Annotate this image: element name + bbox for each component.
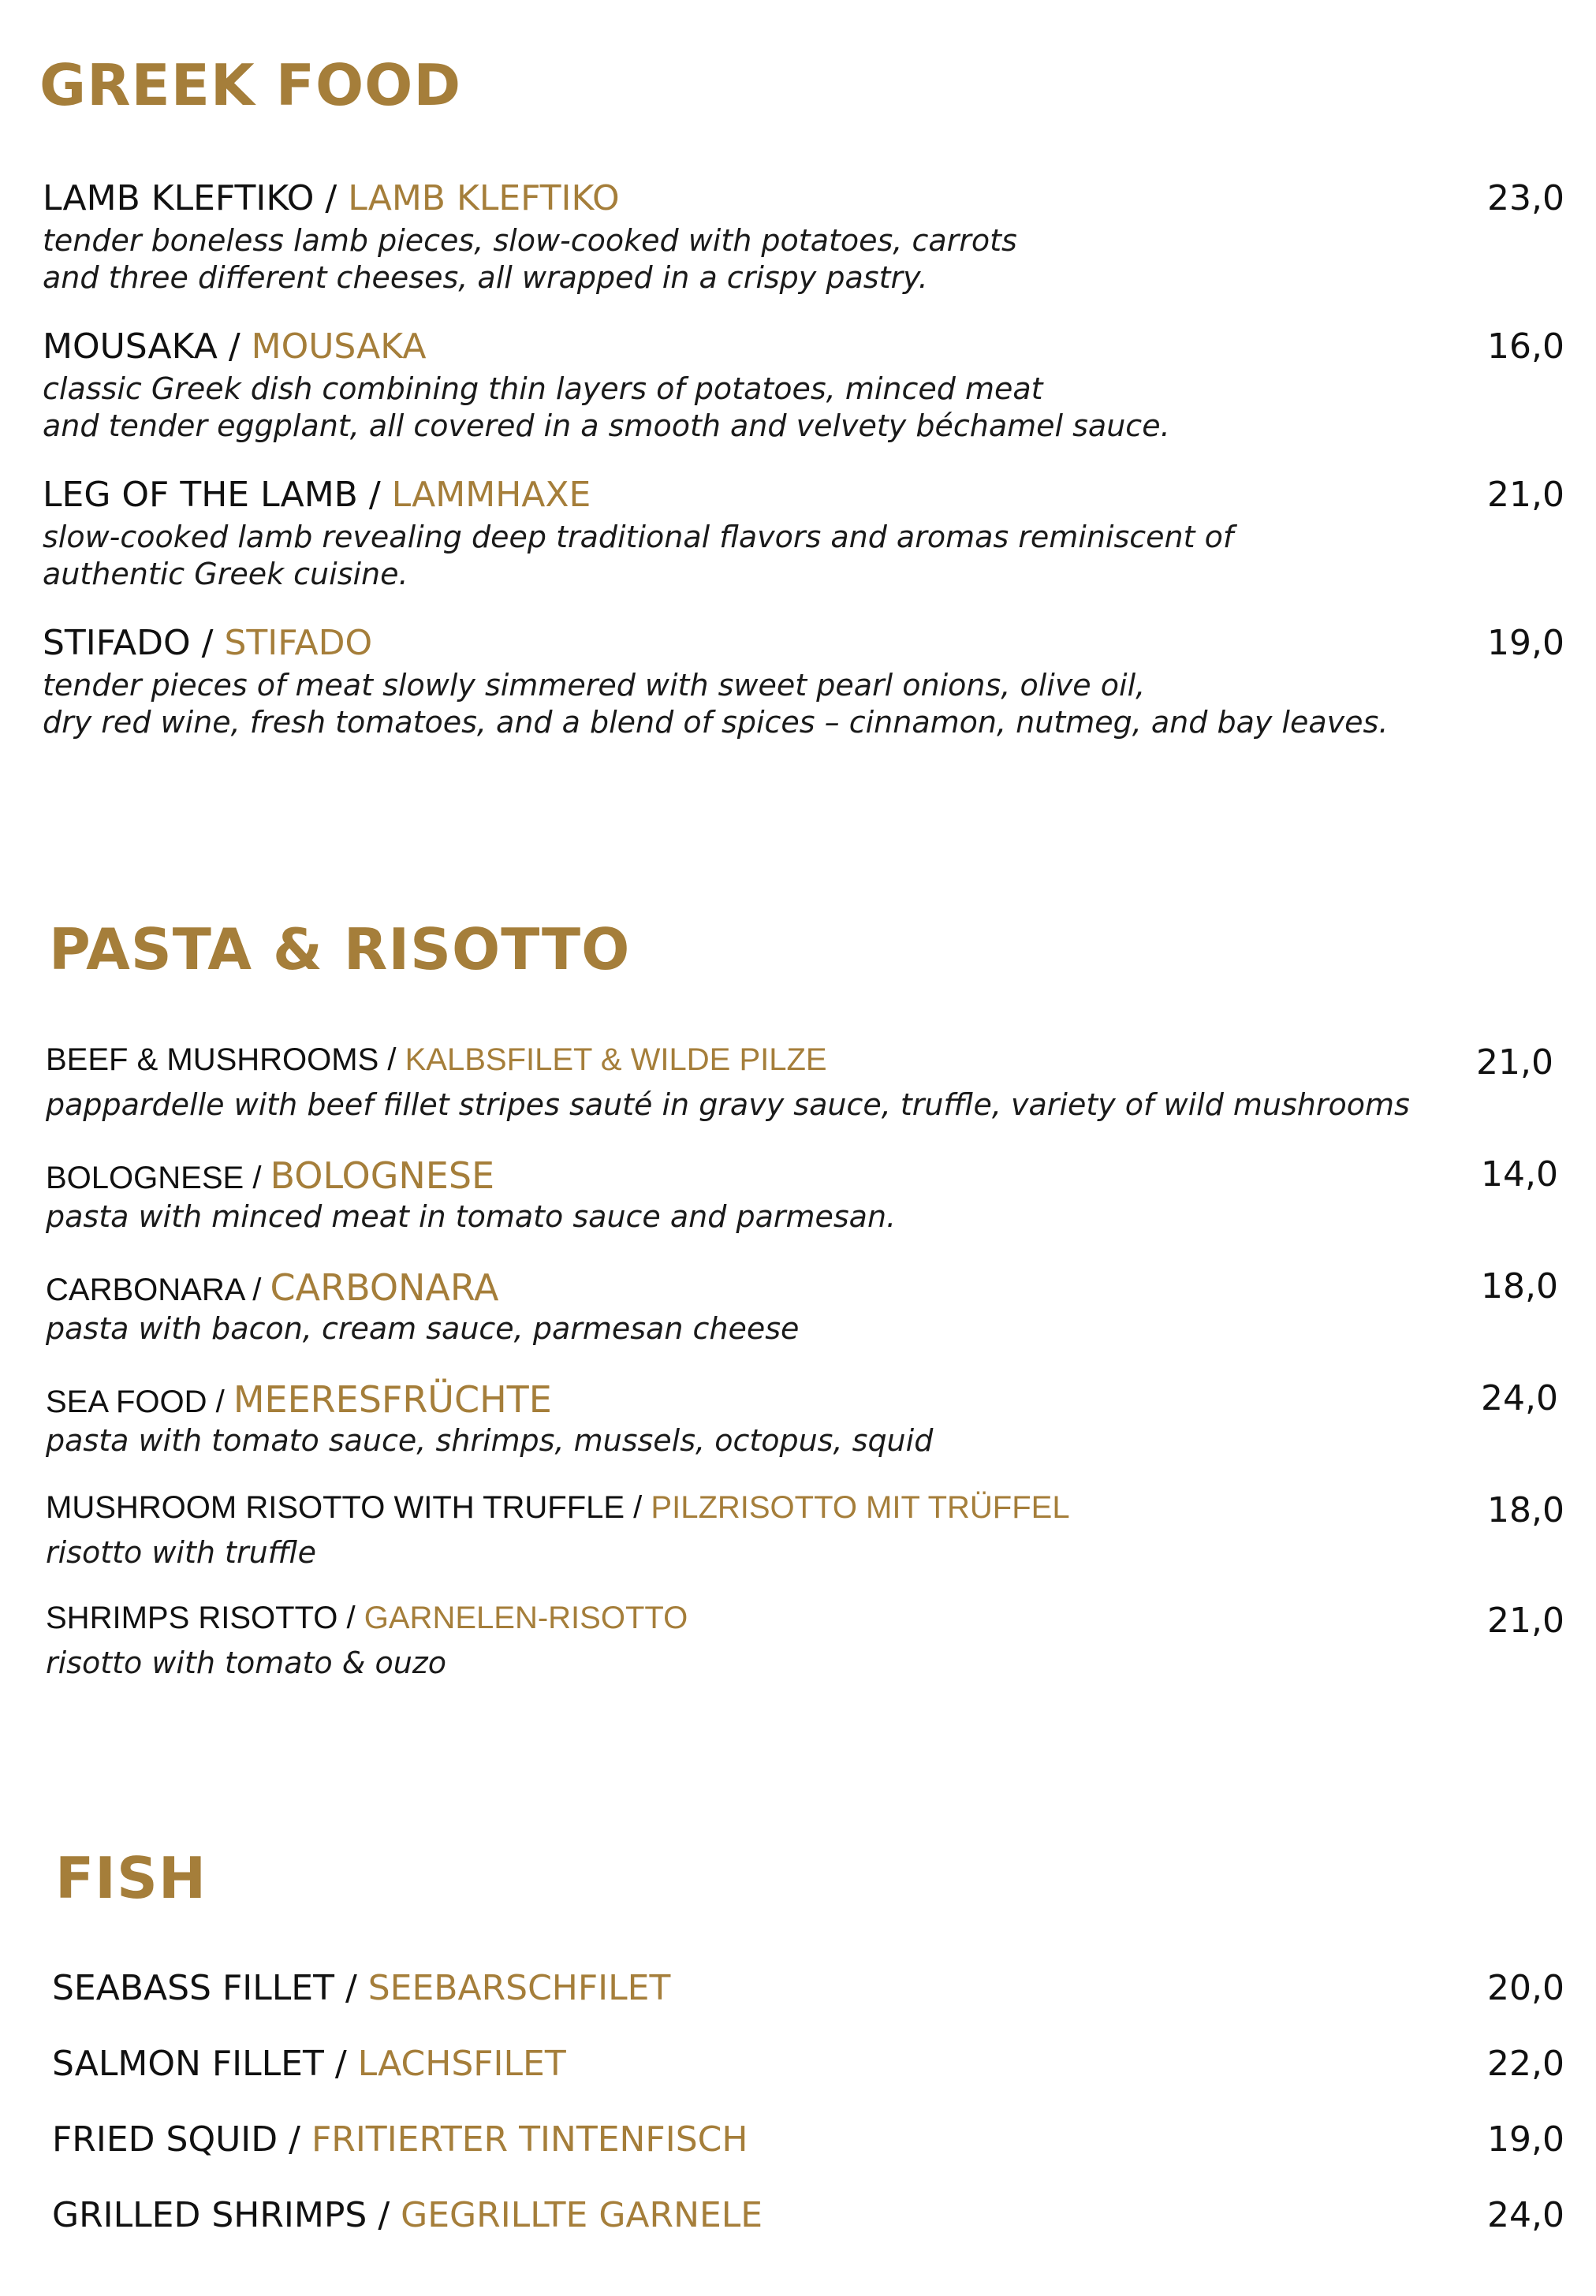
item-description-line: tender boneless lamb pieces, slow-cooked with potatoes, carrots: [43, 223, 1017, 258]
section-title-greek-food: GREEK FOOD: [39, 52, 462, 118]
menu-item-stifado: [43, 623, 1564, 741]
item-name-de: PILZRISOTTO MIT TRÜFFEL: [651, 1490, 1070, 1525]
item-name-en: SHRIMPS RISOTTO: [46, 1601, 338, 1635]
menu-item-bolognese: [46, 1154, 1558, 1236]
item-name-en: GRILLED SHRIMPS: [52, 2195, 367, 2235]
item-description-line: and tender eggplant, all covered in a smooth and velvety béchamel sauce.: [43, 408, 1170, 443]
item-name-en: LEG OF THE LAMB: [43, 475, 358, 515]
item-price: 21,0: [1487, 475, 1564, 515]
menu-item-mousaka: [43, 326, 1564, 445]
item-description-line: risotto with tomato & ouzo: [46, 1646, 446, 1680]
item-name-de: GEGRILLTE GARNELE: [401, 2195, 763, 2235]
item-name-de: CARBONARA: [270, 1266, 499, 1309]
item-description-line: risotto with truffle: [46, 1535, 317, 1570]
item-description-line: authentic Greek cuisine.: [43, 557, 408, 591]
item-price: 16,0: [1487, 326, 1564, 367]
item-name-en: SALMON FILLET: [52, 2044, 324, 2084]
item-name-de: LACHSFILET: [357, 2044, 566, 2084]
item-description-line: pasta with bacon, cream sauce, parmesan cheese: [46, 1311, 800, 1346]
item-price: 24,0: [1487, 2195, 1564, 2235]
name-separator: /: [190, 623, 225, 663]
item-name-en: LAMB KLEFTIKO: [43, 178, 315, 218]
item-name-en: SEA FOOD: [46, 1385, 207, 1419]
menu-item-beef-mushrooms: [46, 1042, 1553, 1124]
item-name-de: GARNELEN-RISOTTO: [364, 1601, 688, 1635]
name-separator: /: [625, 1490, 651, 1525]
item-price: 24,0: [1481, 1378, 1558, 1418]
item-description-line: slow-cooked lamb revealing deep traditional flavors and aromas reminiscent of: [43, 520, 1234, 554]
menu-item-carbonara: [46, 1266, 1558, 1347]
menu-item-fried-squid: [52, 2119, 1564, 2164]
item-price: 14,0: [1481, 1154, 1558, 1195]
name-separator: /: [337, 1601, 364, 1635]
name-separator: /: [357, 475, 392, 515]
name-separator: /: [378, 1042, 405, 1077]
item-price: 22,0: [1487, 2044, 1564, 2084]
item-name-en: SEABASS FILLET: [52, 1968, 334, 2008]
item-price: 21,0: [1476, 1042, 1553, 1083]
menu-item-shrimps-risotto: [46, 1601, 1564, 1682]
item-price: 21,0: [1487, 1601, 1564, 1641]
item-name-de: LAMMHAXE: [391, 475, 591, 515]
item-description-line: pasta with tomato sauce, shrimps, mussels, octopus, squid: [46, 1423, 934, 1458]
item-name-de: STIFADO: [224, 623, 373, 663]
item-name-de: MEERESFRÜCHTE: [233, 1378, 552, 1421]
name-separator: /: [314, 178, 349, 218]
item-price: 19,0: [1487, 623, 1564, 663]
item-name-en: FRIED SQUID: [52, 2119, 278, 2160]
item-name-de: BOLOGNESE: [270, 1154, 495, 1197]
item-name-de: FRITIERTER TINTENFISCH: [311, 2119, 748, 2160]
name-separator: /: [217, 326, 252, 367]
item-name-en: MUSHROOM RISOTTO WITH TRUFFLE: [46, 1490, 625, 1525]
item-price: 19,0: [1487, 2119, 1564, 2160]
name-separator: /: [367, 2195, 401, 2235]
item-description-line: tender pieces of meat slowly simmered with sweet pearl onions, olive oil,: [43, 668, 1146, 703]
name-separator: /: [207, 1385, 233, 1419]
item-price: 18,0: [1481, 1266, 1558, 1306]
menu-item-mushroom-risotto: [46, 1490, 1564, 1571]
item-name-en: BEEF & MUSHROOMS: [46, 1042, 379, 1077]
name-separator: /: [244, 1161, 270, 1195]
item-name-de: LAMB KLEFTIKO: [348, 178, 620, 218]
item-description-line: dry red wine, fresh tomatoes, and a blend of spices – cinnamon, nutmeg, and bay leaves.: [43, 705, 1389, 740]
item-name-en: CARBONARA: [46, 1273, 244, 1307]
item-price: 18,0: [1487, 1490, 1564, 1530]
item-description-line: and three different cheeses, all wrapped in a crispy pastry.: [43, 260, 928, 295]
item-description-line: classic Greek dish combining thin layers of potatoes, minced meat: [43, 371, 1043, 406]
item-price: 23,0: [1487, 178, 1564, 218]
name-separator: /: [334, 1968, 368, 2008]
name-separator: /: [278, 2119, 311, 2160]
name-separator: /: [244, 1273, 270, 1307]
item-name-de: MOUSAKA: [251, 326, 427, 367]
menu-item-salmon-fillet: [52, 2044, 1564, 2088]
section-title-fish: FISH: [55, 1845, 207, 1911]
item-name-de: SEEBARSCHFILET: [367, 1968, 671, 2008]
item-name-en: STIFADO: [43, 623, 191, 663]
menu-item-grilled-shrimps: [52, 2195, 1564, 2239]
item-description-line: pappardelle with beef fillet stripes sauté in gravy sauce, truffle, variety of wild mushrooms: [46, 1087, 1410, 1122]
menu-item-leg-of-the-lamb: [43, 475, 1564, 593]
item-price: 20,0: [1487, 1968, 1564, 2008]
item-name-en: BOLOGNESE: [46, 1161, 244, 1195]
section-title-pasta-risotto: PASTA & RISOTTO: [49, 916, 631, 982]
menu-item-sea-food: [46, 1378, 1558, 1459]
menu-item-seabass-fillet: [52, 1968, 1564, 2012]
item-name-de: KALBSFILET & WILDE PILZE: [405, 1042, 827, 1077]
menu-item-lamb-kleftiko: [43, 178, 1564, 296]
name-separator: /: [323, 2044, 358, 2084]
item-name-en: MOUSAKA: [43, 326, 218, 367]
item-description-line: pasta with minced meat in tomato sauce and parmesan.: [46, 1199, 897, 1234]
